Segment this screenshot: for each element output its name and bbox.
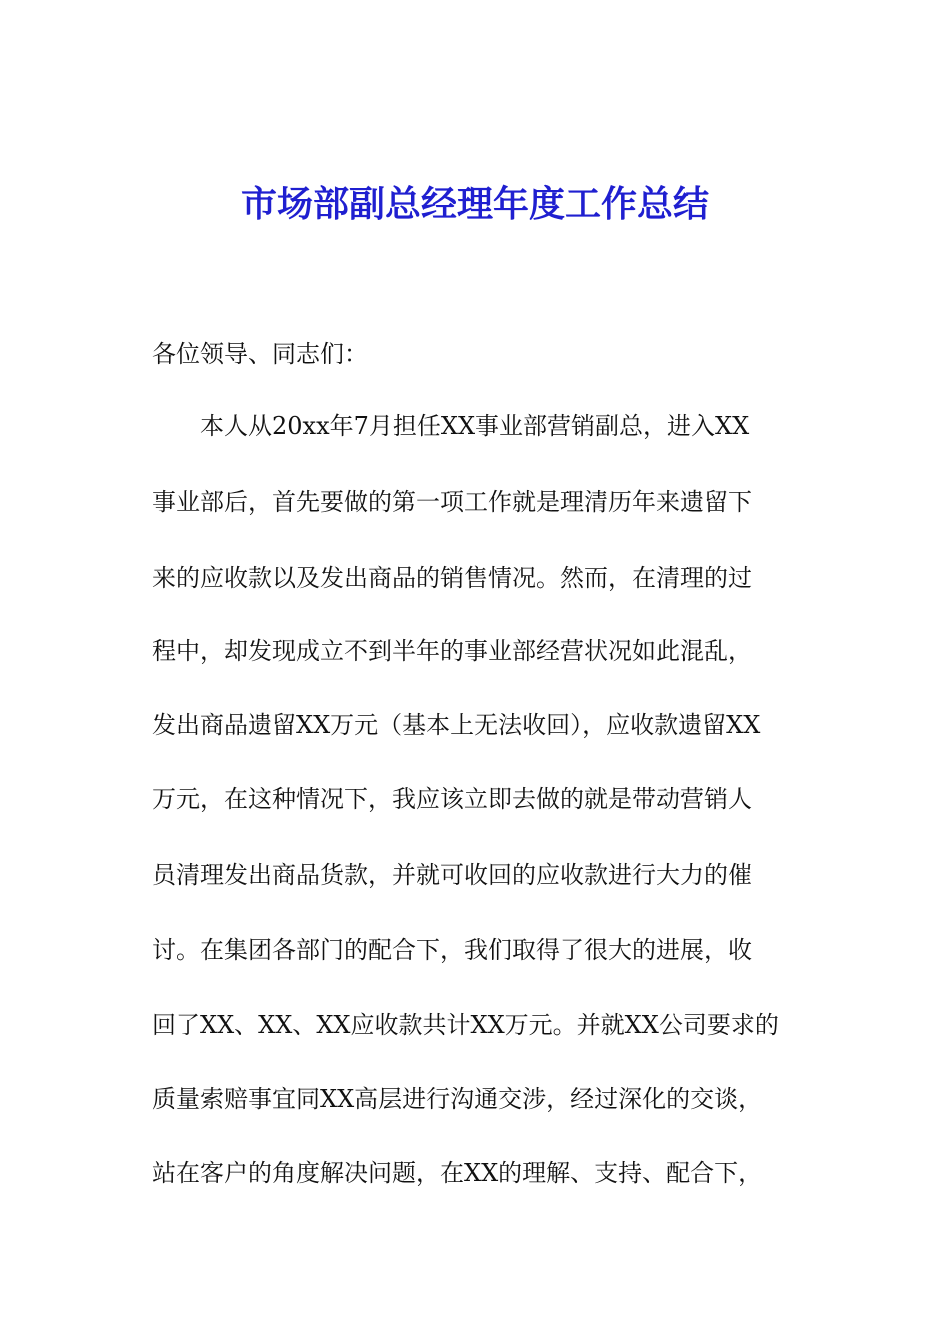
body-line-10: 质量索赔事宜同XX高层进行沟通交涉，经过深化的交谈，	[152, 1085, 763, 1113]
body-line-3: 来的应收款以及发出商品的销售情况。然而，在清理的过	[152, 564, 752, 592]
body-line-6: 万元，在这种情况下，我应该立即去做的就是带动营销人	[152, 785, 752, 813]
body-line-1: 本人从20xx年7月担任XX事业部营销副总，进入XX	[200, 412, 750, 440]
body-line-8: 讨。在集团各部门的配合下，我们取得了很大的进展，收	[152, 936, 752, 964]
body-line-2: 事业部后，首先要做的第一项工作就是理清历年来遗留下	[152, 488, 752, 516]
body-line-4: 程中，却发现成立不到半年的事业部经营状况如此混乱，	[152, 637, 752, 665]
body-line-9: 回了XX、XX、XX应收款共计XX万元。并就XX公司要求的	[152, 1011, 779, 1039]
body-line-11: 站在客户的角度解决问题，在XX的理解、支持、配合下，	[152, 1159, 763, 1187]
salutation: 各位领导、同志们：	[152, 340, 368, 368]
document-title: 市场部副总经理年度工作总结	[240, 183, 709, 225]
body-line-5: 发出商品遗留XX万元（基本上无法收回），应收款遗留XX	[152, 711, 761, 739]
body-line-7: 员清理发出商品货款，并就可收回的应收款进行大力的催	[152, 861, 752, 889]
